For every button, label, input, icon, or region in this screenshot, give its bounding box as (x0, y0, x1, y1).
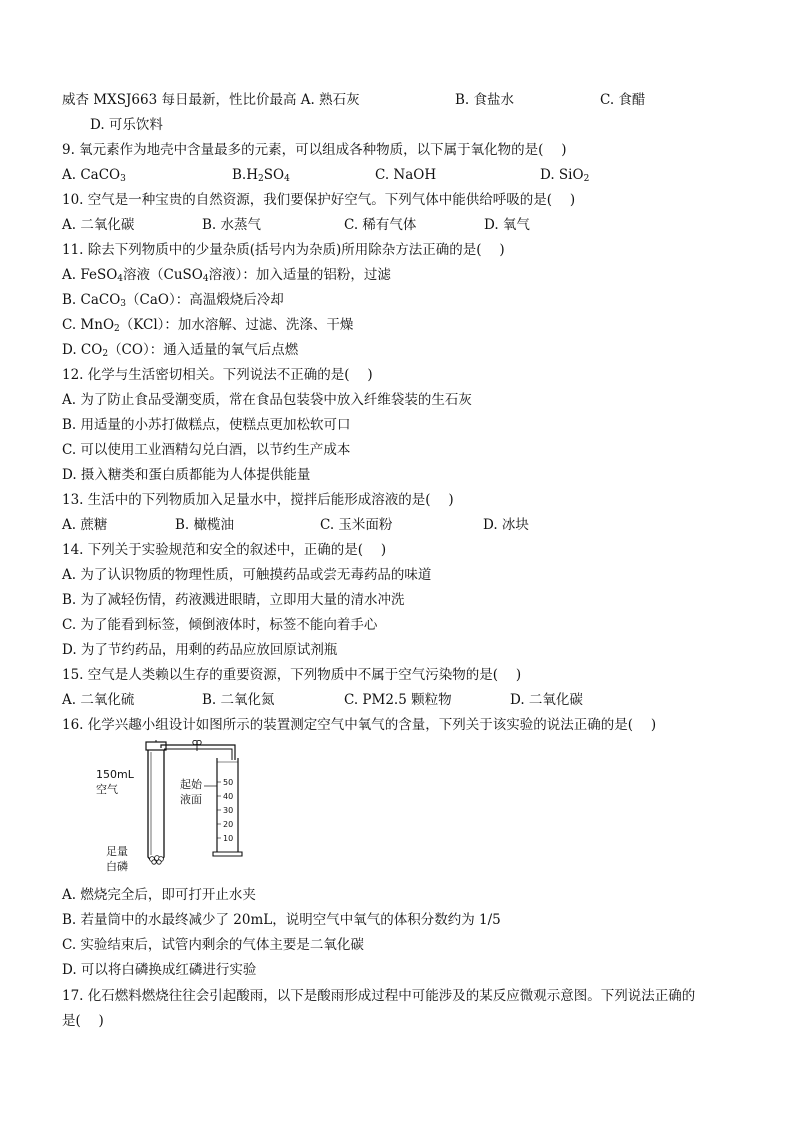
option-b: B. 若量筒中的水最终减少了 20mL，说明空气中氧气的体积分数约为 1/5 (62, 912, 501, 928)
question-15-stem: 15. 空气是人类赖以生存的重要资源，下列物质中不属于空气污染物的是( ) (62, 667, 522, 683)
option-a: A. 熟石灰 (300, 92, 360, 108)
option-c: C. 实验结束后，试管内剩余的气体主要是二氧化碳 (62, 937, 364, 953)
question-9-stem: 9. 氧元素作为地壳中含量最多的元素，可以组成各种物质，以下属于氧化物的是( ) (62, 142, 567, 158)
option-d: D. 可乐饮料 (90, 117, 163, 133)
question-11-stem: 11. 除去下列物质中的少量杂质(括号内为杂质)所用除杂方法正确的是( ) (62, 242, 505, 258)
option-b: B. 二氧化氮 (202, 692, 275, 708)
option-a: A. CaCO$_3$ (62, 167, 126, 184)
option-b: B. 水蒸气 (202, 217, 262, 233)
start-level-label: 起始 (180, 778, 202, 791)
air-volume-label: 150mL (96, 768, 134, 781)
option-a: A. 二氧化碳 (62, 217, 135, 233)
option-b: B. 用适量的小苏打做糕点，使糕点更加松软可口 (62, 417, 351, 433)
option-c: C. 为了能看到标签，倾倒液体时，标签不能向着手心 (62, 617, 378, 633)
scale-label: 10 (223, 834, 234, 843)
option-d: D. 摄入糖类和蛋白质都能为人体提供能量 (62, 467, 311, 483)
apparatus-diagram (90, 740, 250, 875)
question-16-stem: 16. 化学兴趣小组设计如图所示的装置测定空气中氧气的含量，下列关于该实验的说法正确的是( ) (62, 717, 657, 733)
scale-label: 50 (223, 778, 234, 787)
option-b: B. 橄榄油 (175, 517, 235, 533)
start-level-label-2: 液面 (180, 793, 202, 806)
question-10-stem: 10. 空气是一种宝贵的自然资源，我们要保护好空气。下列气体中能供给呼吸的是( ) (62, 192, 576, 208)
option-b: B. CaCO$_3$（CaO）：高温煅烧后冷却 (62, 292, 284, 309)
option-d: D. 可以将白磷换成红磷进行实验 (62, 962, 257, 978)
test-tube (148, 750, 164, 863)
phosphorus-label-2: 白磷 (106, 860, 128, 873)
option-a: A. 蔗糖 (62, 517, 108, 533)
option-c: C. PM2.5 颗粒物 (344, 692, 452, 708)
option-d: D. 为了节约药品，用剩的药品应放回原试剂瓶 (62, 642, 338, 658)
question-14-stem: 14. 下列关于实验规范和安全的叙述中，正确的是( ) (62, 542, 387, 558)
option-c: C. 玉米面粉 (320, 517, 393, 533)
question-8-line (62, 91, 360, 109)
scale-ticks (217, 782, 221, 838)
option-a: A. 为了防止食品受潮变质，常在食品包装袋中放入纤维袋装的生石灰 (62, 392, 472, 408)
air-label: 空气 (96, 783, 118, 796)
phosphorus-label: 足量 (106, 845, 128, 858)
option-c: C. 食醋 (600, 92, 646, 108)
stopper (146, 742, 166, 750)
scale-label: 20 (223, 820, 234, 829)
option-a: A. 为了认识物质的物理性质，可触摸药品或尝无毒药品的味道 (62, 567, 432, 583)
scale-label: 30 (223, 806, 234, 815)
experiment-figure (90, 740, 250, 875)
ad-text: 威杏 MXSJ663 每日最新，性比价最高 (62, 92, 301, 108)
option-a: A. 二氧化硫 (62, 692, 135, 708)
option-b: B. 为了减轻伤情，药液溅进眼睛，立即用大量的清水冲洗 (62, 592, 405, 608)
option-d: D. $CO_2(CO)$：通入适量的氧气后点燃 (62, 342, 299, 359)
scale-label: 40 (223, 792, 234, 801)
option-d: D. SiO$_2$ (540, 167, 590, 184)
option-b: B. 食盐水 (455, 92, 515, 108)
question-17-stem-cont: 是( ) (62, 1013, 104, 1029)
option-d: D. 氧气 (484, 217, 530, 233)
option-c: C. 稀有气体 (344, 217, 417, 233)
option-a: A. FeSO$_4$溶液（CuSO$_4$溶液）：加入适量的铝粉，过滤 (62, 267, 391, 284)
option-a: A. 燃烧完全后，即可打开止水夹 (62, 887, 256, 903)
option-c: C. NaOH (375, 167, 437, 183)
connecting-tube (161, 745, 235, 760)
question-12-stem: 12. 化学与生活密切相关。下列说法不正确的是( ) (62, 367, 373, 383)
option-d: D. 二氧化碳 (510, 692, 583, 708)
option-b: $B.H_2SO_4$ (232, 167, 290, 184)
cylinder-base (213, 852, 242, 856)
question-13-stem: 13. 生活中的下列物质加入足量水中，搅拌后能形成溶液的是( ) (62, 492, 454, 508)
question-17-stem: 17. 化石燃料燃烧往往会引起酸雨，以下是酸雨形成过程中可能涉及的某反应微观示意图。下列说法正确的 (62, 988, 696, 1004)
option-d: D. 冰块 (483, 517, 529, 533)
option-c: C. 可以使用工业酒精勾兑白酒，以节约生产成本 (62, 442, 351, 458)
option-c: C. MnO$_2$（KCl）：加水溶解、过滤、洗涤、干燥 (62, 317, 354, 334)
